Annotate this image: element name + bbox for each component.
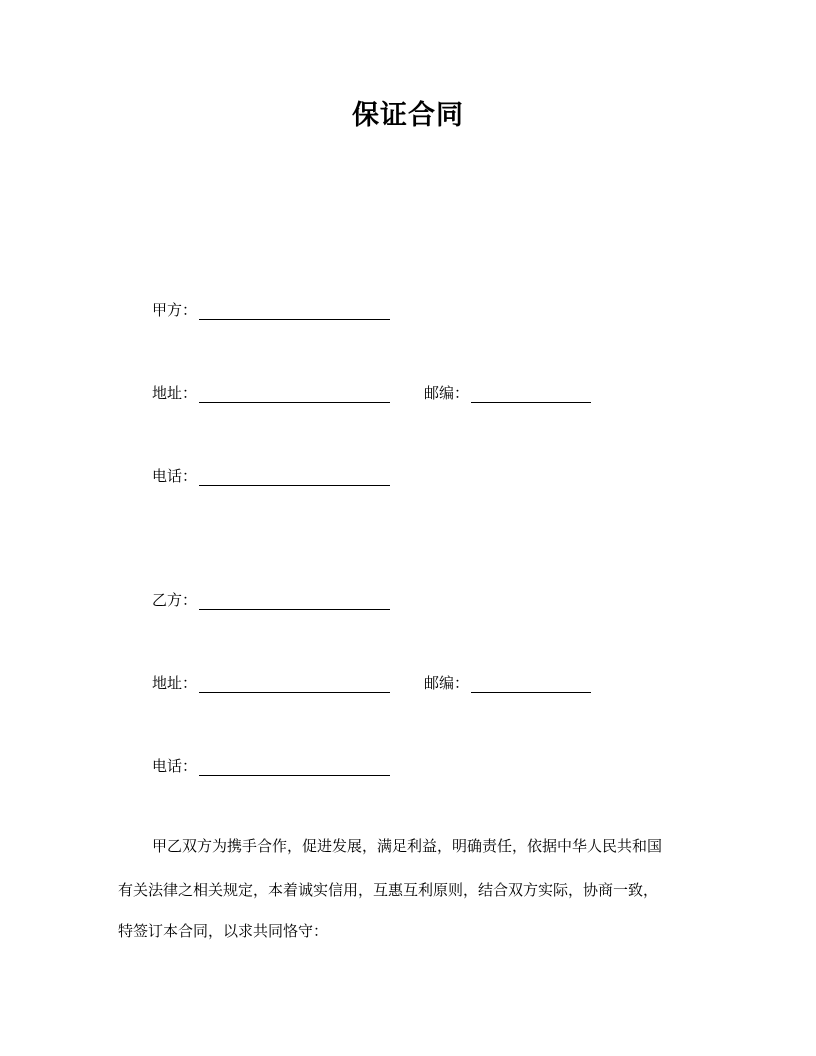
party-a-postcode-field	[424, 379, 591, 403]
party-a-phone-field	[152, 462, 390, 486]
party-b-address-field	[152, 669, 390, 693]
party-a-name-blank[interactable]	[199, 301, 390, 320]
party-b-postcode-blank[interactable]	[471, 674, 591, 693]
party-a-address-blank[interactable]	[199, 384, 390, 403]
party-a-phone-label: 电话：	[152, 467, 198, 485]
party-b-name-label: 乙方：	[152, 591, 198, 609]
party-a-name-label: 甲方：	[152, 301, 198, 319]
party-a-address-field	[152, 379, 390, 403]
party-b-postcode-field	[424, 669, 591, 693]
party-b-address-blank[interactable]	[199, 674, 390, 693]
preamble-line-1: 甲乙双方为携手合作，促进发展，满足利益，明确责任，依据中华人民共和国	[152, 837, 663, 855]
party-b-phone-field	[152, 752, 390, 776]
preamble-line-2: 有关法律之相关规定，本着诚实信用，互惠互利原则，结合双方实际，协商一致，	[118, 881, 659, 899]
party-b-name-blank[interactable]	[199, 591, 390, 610]
party-a-postcode-blank[interactable]	[471, 384, 591, 403]
party-a-address-label: 地址：	[152, 384, 198, 402]
party-a-postcode-label: 邮编：	[424, 384, 470, 402]
party-a-phone-blank[interactable]	[199, 467, 390, 486]
party-b-phone-label: 电话：	[152, 757, 198, 775]
document-title: 保证合同	[352, 100, 464, 131]
party-b-postcode-label: 邮编：	[424, 674, 470, 692]
party-b-address-label: 地址：	[152, 674, 198, 692]
party-b-name-field	[152, 586, 390, 610]
party-a-name-field	[152, 296, 390, 320]
preamble-line-3: 特签订本合同，以求共同恪守：	[118, 922, 329, 940]
party-b-phone-blank[interactable]	[199, 757, 390, 776]
